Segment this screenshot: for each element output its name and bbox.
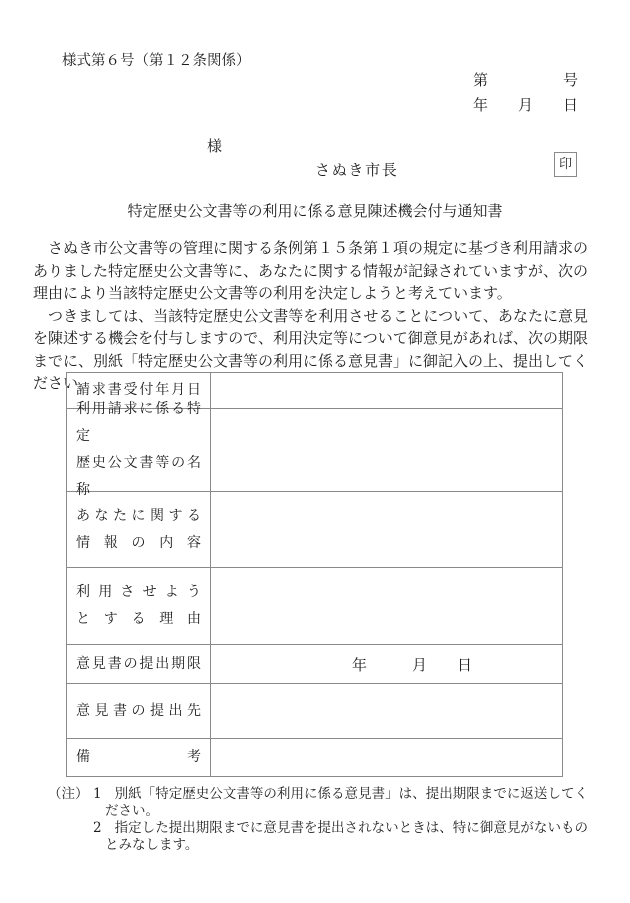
body-paragraph-1: さぬき市公文書等の管理に関する条例第１５条第１項の規定に基づき利用請求のありました特定歴史公文書等に、あなたに関する情報が記録されていますが、次の理由により当該特定歴史公文書等の利用を決定しようと考えています。 (33, 239, 589, 302)
row-value (211, 373, 562, 408)
row-label: 利用させよう とする理由 (67, 568, 211, 644)
note-number: 1 (93, 786, 102, 802)
table-row-personal-info (67, 491, 562, 567)
note-item-2 (93, 820, 588, 854)
document-number-line: 第 号 (472, 71, 578, 89)
row-value (211, 409, 562, 491)
row-value (211, 492, 562, 567)
form-number: 様式第６号（第１２条関係） (62, 53, 251, 69)
row-value (211, 684, 562, 738)
table-row-opinion-deadline (67, 644, 562, 683)
table-row-document-name (67, 401, 562, 498)
row-label: 利用請求に係る特定 歴史公文書等の名称 (67, 409, 211, 491)
table-row-remarks (67, 738, 562, 776)
table-row-reason (67, 567, 562, 644)
body-text (33, 237, 588, 395)
issue-date-line: 年 月 日 (472, 96, 578, 114)
note-items (93, 786, 588, 854)
table-row-submission-address (67, 683, 562, 738)
note-text: 指定した提出期限までに意見書を提出されないときは、特に御意見がないものとみなします。 (105, 820, 588, 853)
note-text: 別紙「特定歴史公文書等の利用に係る意見書」は、提出期限までに返送してください。 (105, 786, 588, 819)
body-paragraph-2: つきましては、当該特定歴史公文書等を利用させることについて、あなたに意見を陳述する機会を付与しますので、利用決定等について御意見があれば、次の期限までに、別紙「特定歴史公文書等の利用に係る意見書」に御記入の上、提出してください。 (33, 306, 589, 392)
row-label: 意見書の提出期限 (67, 645, 211, 683)
note-marker: （注） (48, 786, 89, 802)
row-label: あなたに関する 情報の内容 (67, 492, 211, 567)
addressee-honorific: 様 (207, 137, 223, 155)
row-value (211, 739, 562, 776)
seal-stamp: 印 (554, 152, 577, 177)
row-label: 請求書受付年月日 (67, 373, 211, 408)
row-value-deadline-date: 年 月 日 (352, 655, 473, 674)
note-number: 2 (93, 820, 102, 836)
sender-name: さぬき市長 (315, 161, 399, 179)
row-value (211, 568, 562, 644)
notes (48, 786, 588, 854)
form-table (66, 372, 563, 777)
document-title: 特定歴史公文書等の利用に係る意見陳述機会付与通知書 (127, 202, 503, 220)
note-item-1 (93, 786, 588, 820)
row-label: 意見書の提出先 (67, 684, 211, 738)
document-number-date-block (473, 68, 578, 118)
row-label: 備考 (67, 739, 211, 776)
